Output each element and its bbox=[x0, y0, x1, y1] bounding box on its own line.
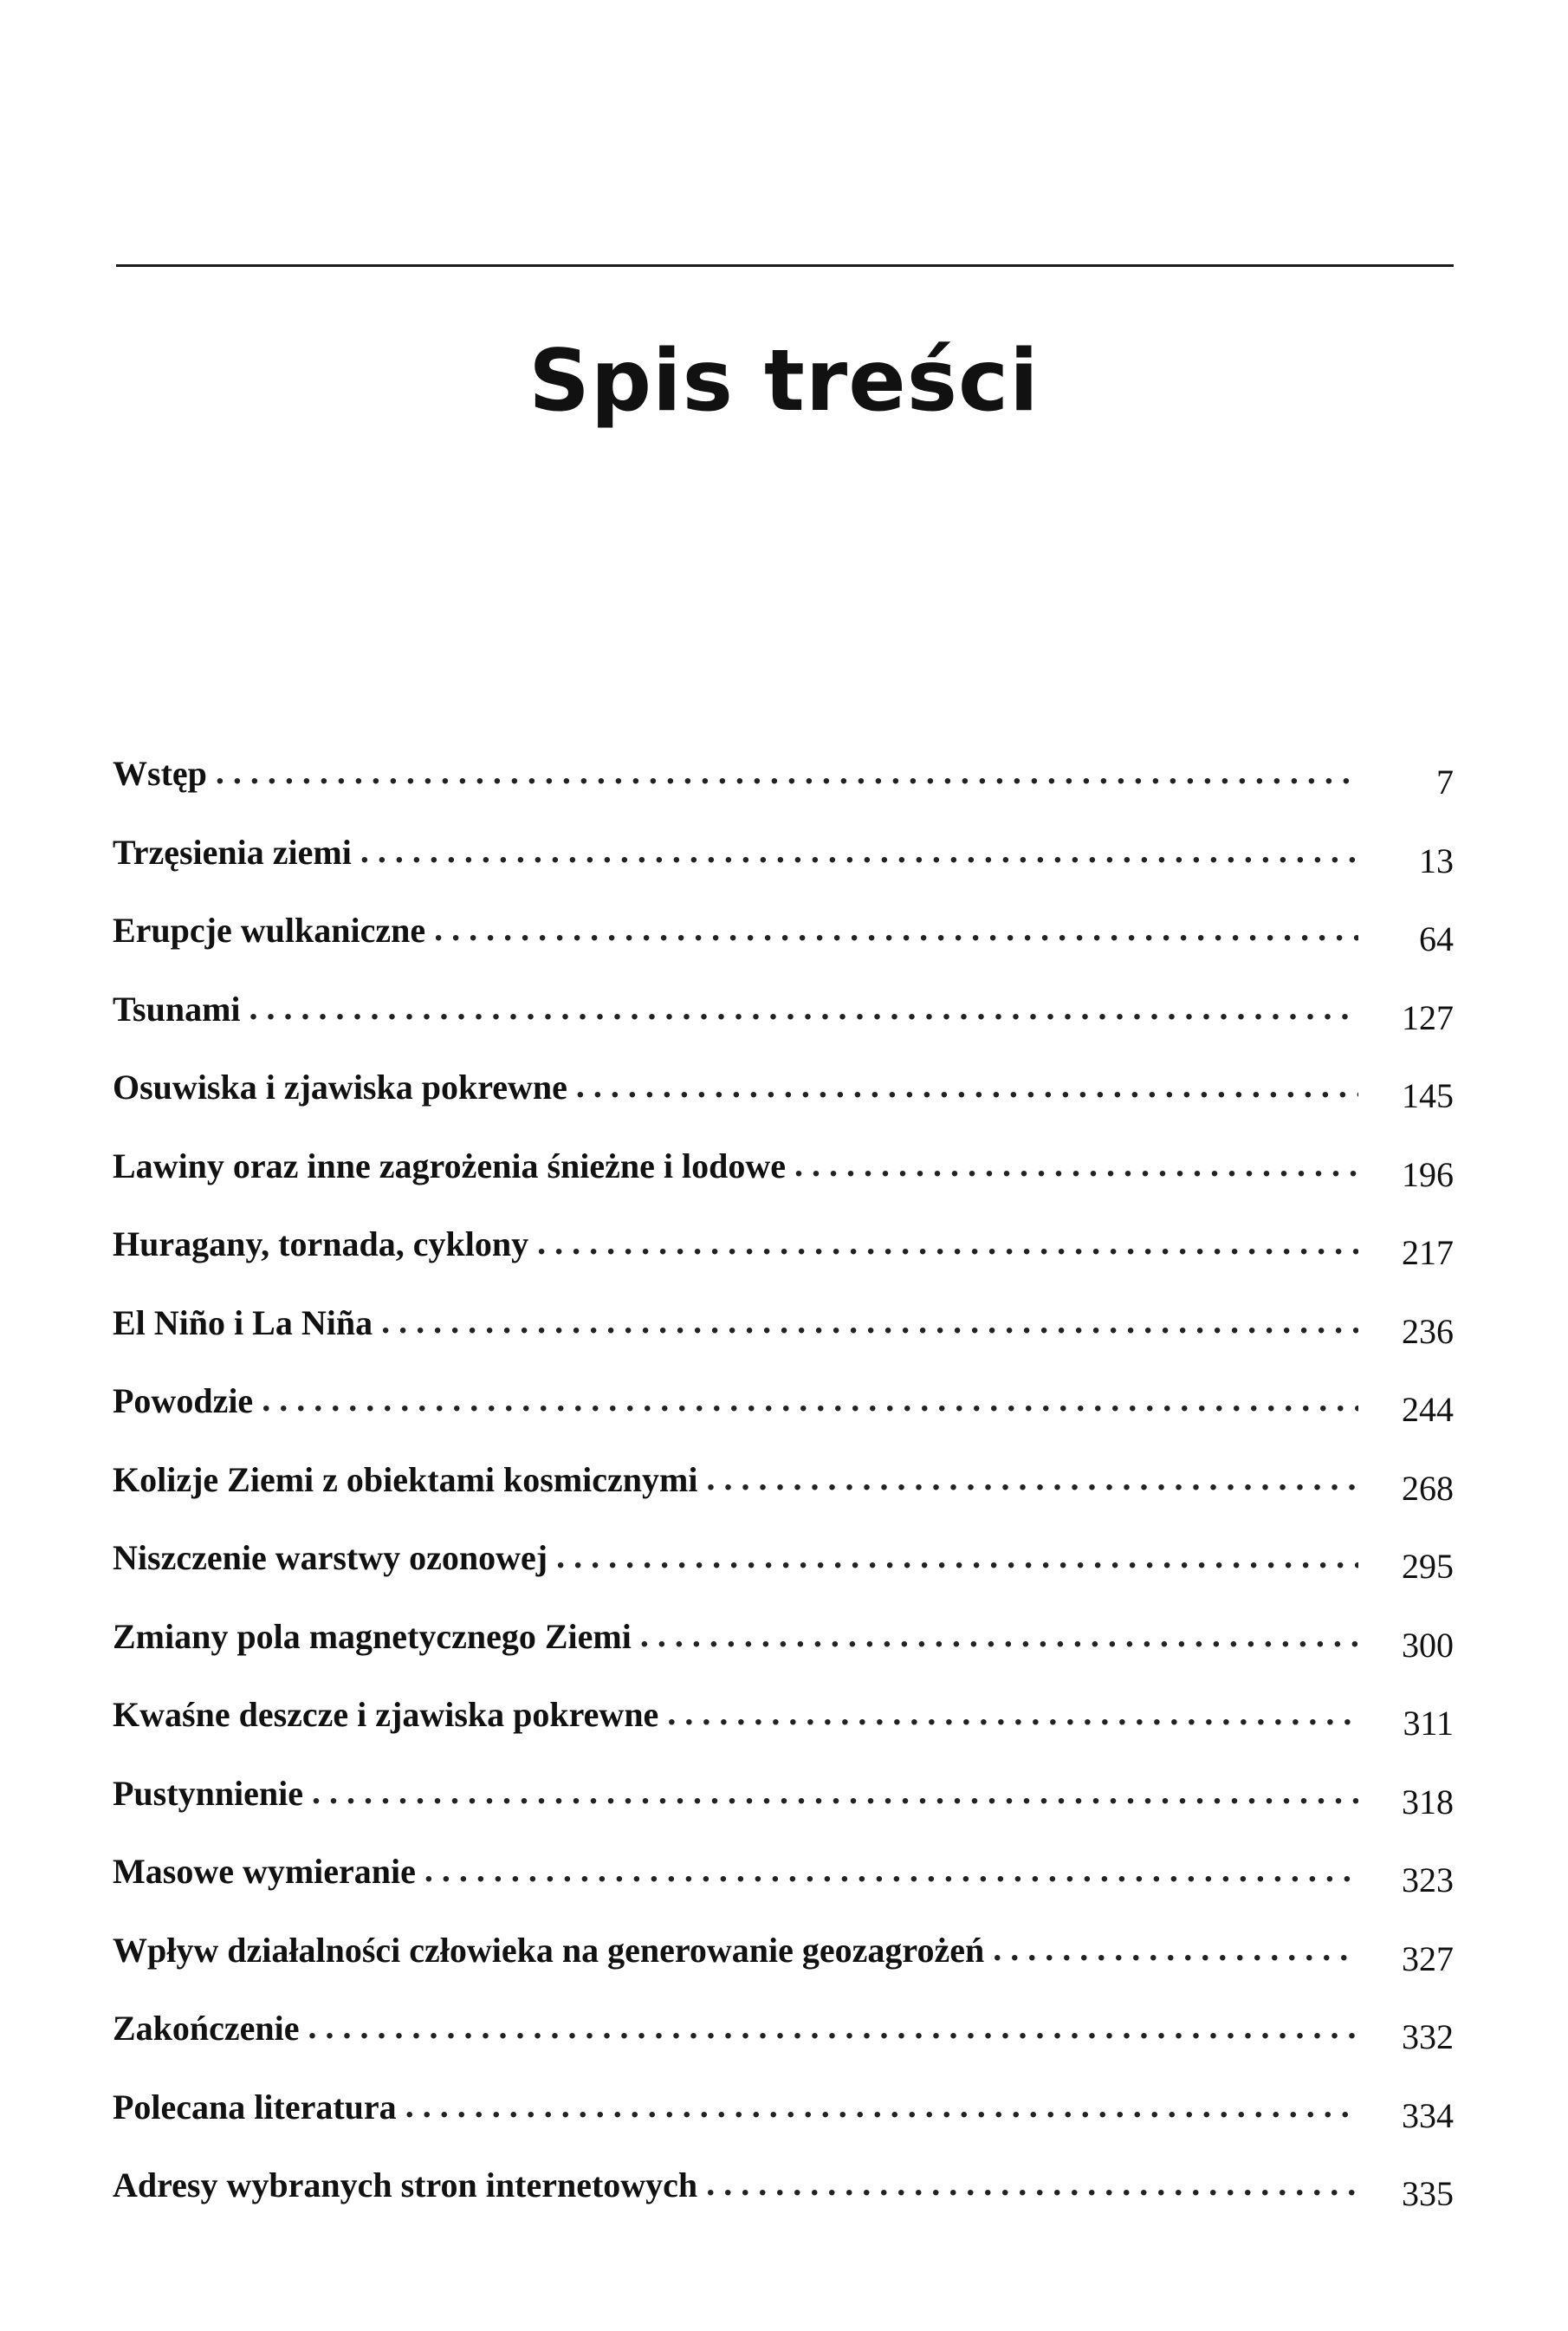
toc-dot-leader bbox=[381, 1282, 1358, 1360]
toc-entry-page: 323 bbox=[1402, 1860, 1454, 1899]
toc-entry-title: Trzęsienia ziemi bbox=[113, 832, 352, 872]
toc-entry[interactable] bbox=[113, 1676, 1454, 1755]
toc-entry[interactable] bbox=[113, 1205, 1454, 1284]
toc-entry-page: 295 bbox=[1402, 1547, 1454, 1586]
toc-dot-leader bbox=[405, 2067, 1358, 2145]
toc-entry-title: Kolizje Ziemi z obiektami kosmicznymi bbox=[113, 1459, 698, 1499]
toc-dot-leader bbox=[794, 1126, 1358, 1204]
toc-entry-title: Tsunami bbox=[113, 989, 241, 1029]
toc-entry[interactable] bbox=[113, 1362, 1454, 1441]
toc-entry-title: Lawiny oraz inne zagrożenia śnieżne i lodowe bbox=[113, 1146, 786, 1185]
toc-dot-leader bbox=[576, 1047, 1358, 1125]
toc-entry-page: 13 bbox=[1419, 841, 1454, 880]
toc-entry[interactable] bbox=[113, 1598, 1454, 1677]
toc-entry[interactable] bbox=[113, 1912, 1454, 1990]
toc-entry[interactable] bbox=[113, 1284, 1454, 1363]
toc-entry-title: Wpływ działalności człowieka na generowanie geozagrożeń bbox=[113, 1930, 985, 1970]
toc-entry-title: Zmiany pola magnetycznego Ziemi bbox=[113, 1616, 632, 1656]
toc-entry-page: 127 bbox=[1402, 997, 1454, 1037]
toc-dot-leader bbox=[312, 1753, 1358, 1831]
toc-entry-page: 327 bbox=[1402, 1938, 1454, 1978]
toc-entry-page: 300 bbox=[1402, 1625, 1454, 1665]
top-divider-rule bbox=[116, 264, 1454, 267]
toc-entry[interactable] bbox=[113, 735, 1454, 814]
toc-entry-page: 236 bbox=[1402, 1311, 1454, 1351]
toc-entry[interactable] bbox=[113, 892, 1454, 971]
table-of-contents bbox=[113, 735, 1454, 2225]
toc-entry[interactable] bbox=[113, 1049, 1454, 1127]
toc-entry[interactable] bbox=[113, 2146, 1454, 2225]
toc-entry-title: Powodzie bbox=[113, 1381, 254, 1420]
toc-entry-title: Adresy wybranych stron internetowych bbox=[113, 2165, 698, 2204]
toc-entry-title: Huragany, tornada, cyklony bbox=[113, 1224, 529, 1263]
toc-dot-leader bbox=[216, 733, 1358, 811]
toc-entry[interactable] bbox=[113, 1833, 1454, 1912]
toc-entry-title: Masowe wymieranie bbox=[113, 1852, 416, 1891]
toc-entry-title: Polecana literatura bbox=[113, 2087, 397, 2126]
toc-dot-leader bbox=[249, 969, 1359, 1047]
toc-entry[interactable] bbox=[113, 1990, 1454, 2068]
toc-dot-leader bbox=[667, 1674, 1358, 1752]
toc-dot-leader bbox=[706, 1439, 1358, 1517]
toc-dot-leader bbox=[537, 1204, 1358, 1282]
toc-entry-page: 244 bbox=[1402, 1390, 1454, 1429]
toc-entry[interactable] bbox=[113, 1519, 1454, 1598]
toc-entry[interactable] bbox=[113, 1441, 1454, 1520]
toc-dot-leader bbox=[434, 890, 1358, 968]
toc-entry-page: 196 bbox=[1402, 1154, 1454, 1194]
toc-dot-leader bbox=[360, 812, 1358, 890]
toc-entry-page: 335 bbox=[1402, 2174, 1454, 2213]
toc-entry-page: 268 bbox=[1402, 1468, 1454, 1508]
toc-entry-title: Osuwiska i zjawiska pokrewne bbox=[113, 1068, 567, 1107]
toc-dot-leader bbox=[424, 1831, 1358, 1909]
toc-entry-page: 7 bbox=[1436, 763, 1454, 802]
toc-entry-page: 334 bbox=[1402, 2095, 1454, 2135]
toc-entry-title: El Niño i La Niña bbox=[113, 1302, 373, 1342]
toc-entry[interactable] bbox=[113, 2068, 1454, 2147]
page-title: Spis treści bbox=[528, 332, 1040, 431]
toc-entry-title: Pustynnienie bbox=[113, 1773, 304, 1813]
toc-entry-page: 145 bbox=[1402, 1076, 1454, 1115]
toc-dot-leader bbox=[706, 2145, 1358, 2223]
toc-entry-page: 311 bbox=[1403, 1704, 1454, 1743]
toc-entry-page: 64 bbox=[1419, 919, 1454, 958]
toc-entry-page: 332 bbox=[1402, 2017, 1454, 2056]
toc-entry[interactable] bbox=[113, 971, 1454, 1049]
toc-entry-title: Niszczenie warstwy ozonowej bbox=[113, 1538, 548, 1577]
toc-entry-title: Wstęp bbox=[113, 754, 207, 793]
toc-entry-title: Kwaśne deszcze i zjawiska pokrewne bbox=[113, 1695, 659, 1734]
toc-entry[interactable] bbox=[113, 1755, 1454, 1834]
toc-entry[interactable] bbox=[113, 1127, 1454, 1206]
toc-entry[interactable] bbox=[113, 814, 1454, 893]
toc-dot-leader bbox=[640, 1596, 1358, 1674]
toc-entry-page: 217 bbox=[1402, 1233, 1454, 1272]
toc-dot-leader bbox=[262, 1360, 1358, 1438]
toc-entry-title: Erupcje wulkaniczne bbox=[113, 911, 426, 950]
toc-entry-title: Zakończenie bbox=[113, 2009, 300, 2048]
toc-entry-page: 318 bbox=[1402, 1782, 1454, 1821]
toc-dot-leader bbox=[993, 1910, 1358, 1988]
toc-dot-leader bbox=[556, 1517, 1358, 1595]
toc-dot-leader bbox=[308, 1988, 1358, 2066]
